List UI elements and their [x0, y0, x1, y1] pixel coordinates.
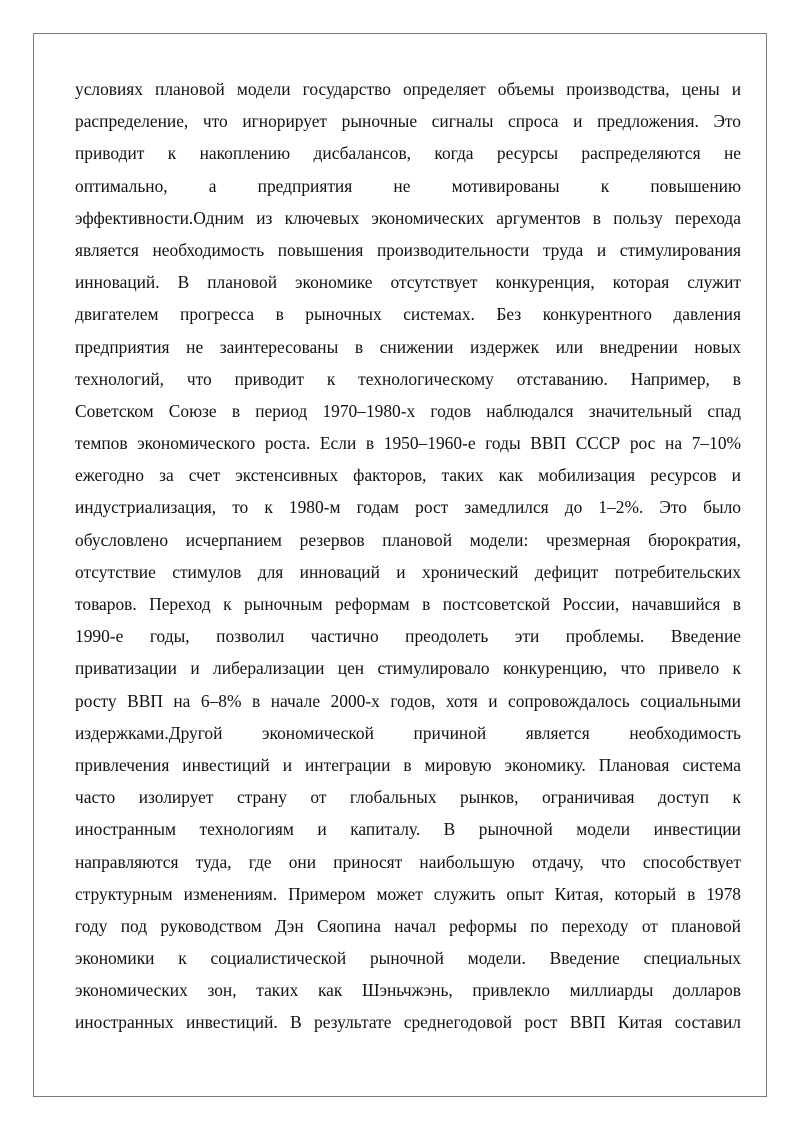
text-line: часто изолирует страну от глобальных рынков, ограничивая доступ к — [75, 787, 741, 808]
text-line: условиях плановой модели государство определяет объемы производства, цены и — [75, 79, 741, 99]
text-line: двигателем прогресса в рыночных системах. Без конкурентного давления — [75, 304, 741, 325]
text-line: иностранным технологиям и капиталу. В рыночной модели инвестиции — [75, 819, 741, 840]
text-line: приводит к накоплению дисбалансов, когда ресурсы распределяются не — [75, 143, 741, 164]
text-line: товаров. Переход к рыночным реформам в постсоветской России, начавшийся в — [75, 594, 741, 614]
text-line: издержками.Другой экономической причиной является необходимость — [75, 722, 741, 743]
text-line: иностранных инвестиций. В результате среднегодовой рост ВВП Китая составил — [75, 1012, 741, 1033]
text-line: оптимально, а предприятия не мотивированы к повышению — [75, 175, 741, 196]
text-line: обусловлено исчерпанием резервов плановой модели: чрезмерная бюрократия, — [75, 529, 741, 550]
text-line: росту ВВП на 6–8% в начале 2000-х годов, хотя и сопровождалось социальными — [75, 690, 741, 711]
text-line: направляются туда, где они приносят наибольшую отдачу, что способствует — [75, 851, 741, 872]
text-line: отсутствие стимулов для инноваций и хронический дефицит потребительских — [75, 561, 741, 582]
text-line: технологий, что приводит к технологическому отставанию. Например, в — [75, 368, 741, 389]
text-line: году под руководством Дэн Сяопина начал реформы по переходу от плановой — [75, 915, 741, 936]
text-line: темпов экономического роста. Если в 1950–1960-е годы ВВП СССР рос на 7–10% — [75, 433, 741, 454]
text-line: привлечения инвестиций и интеграции в мировую экономику. Плановая система — [75, 754, 741, 775]
text-line: экономических зон, таких как Шэньчжэнь, привлекло миллиарды долларов — [75, 980, 741, 1001]
text-line: экономики к социалистической рыночной модели. Введение специальных — [75, 948, 741, 969]
text-line: индустриализация, то к 1980-м годам рост замедлился до 1–2%. Это было — [75, 497, 741, 518]
text-line: является необходимость повышения производительности труда и стимулирования — [75, 239, 741, 260]
text-line: 1990-е годы, позволил частично преодолеть эти проблемы. Введение — [75, 626, 741, 647]
text-line: инноваций. В плановой экономике отсутствует конкуренция, которая служит — [75, 272, 741, 293]
text-line: распределение, что игнорирует рыночные сигналы спроса и предложения. Это — [75, 111, 741, 132]
document-body — [75, 73, 741, 1039]
text-line: эффективности.Одним из ключевых экономических аргументов в пользу перехода — [75, 207, 741, 228]
text-line: Советском Союзе в период 1970–1980-х годов наблюдался значительный спад — [75, 400, 741, 421]
text-line: предприятия не заинтересованы в снижении издержек или внедрении новых — [75, 336, 741, 357]
text-line: структурным изменениям. Примером может служить опыт Китая, который в 1978 — [75, 883, 741, 904]
text-line: ежегодно за счет экстенсивных факторов, таких как мобилизация ресурсов и — [75, 465, 741, 486]
text-line: приватизации и либерализации цен стимулировало конкуренцию, что привело к — [75, 658, 741, 679]
